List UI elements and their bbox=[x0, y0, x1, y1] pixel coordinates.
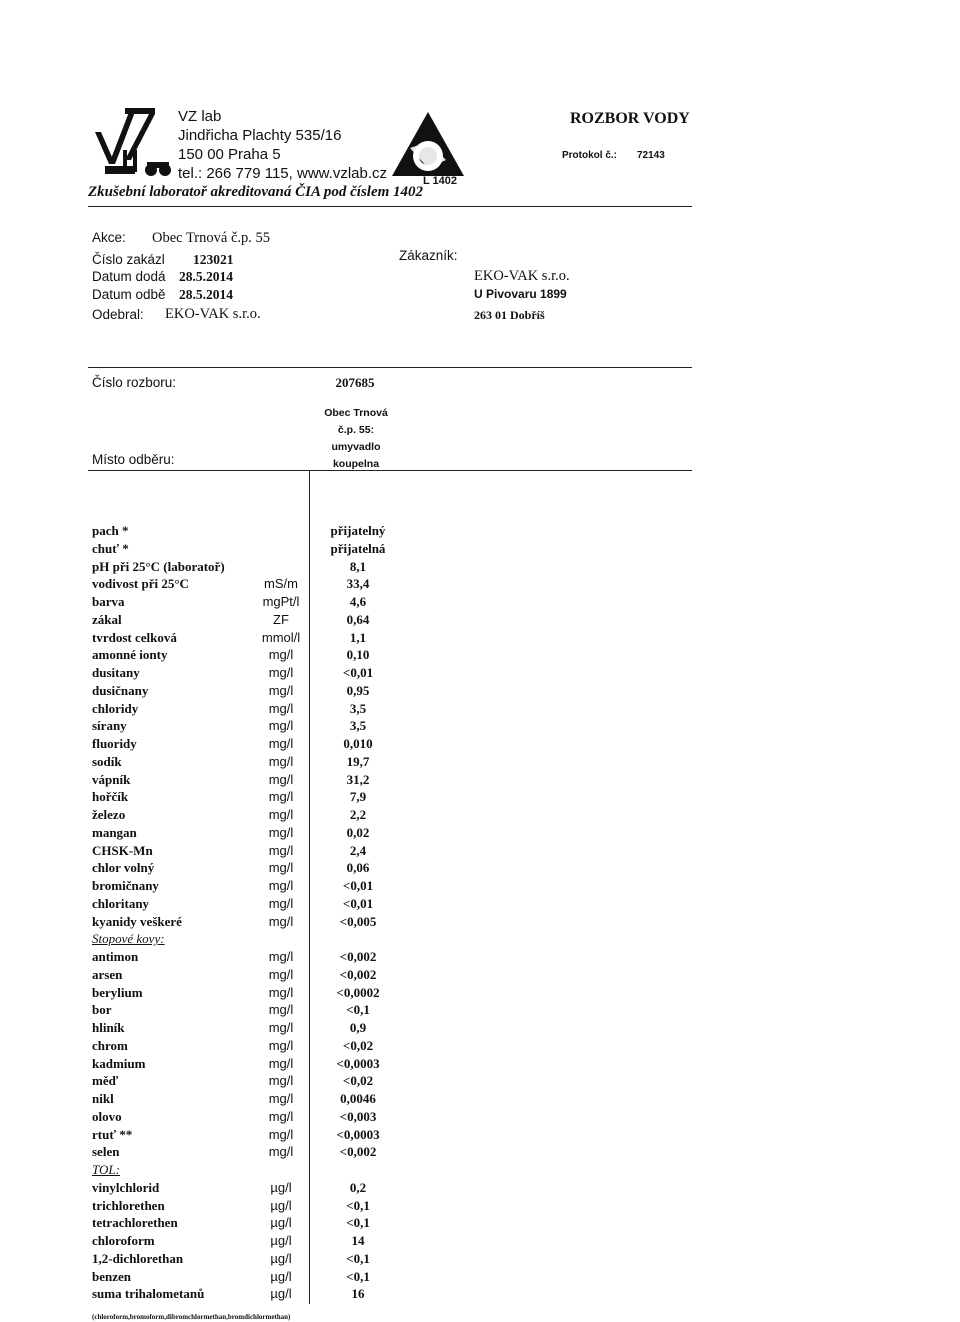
lab-street: Jindřicha Plachty 535/16 bbox=[178, 127, 342, 144]
sampling-site-line: umyvadlo bbox=[331, 441, 381, 453]
result-parameter: suma trihalometanů bbox=[92, 1286, 205, 1301]
result-parameter: amonné ionty bbox=[92, 647, 168, 662]
result-value: <0,002 bbox=[339, 967, 377, 982]
protocol-number: 72143 bbox=[637, 150, 665, 161]
result-parameter: měď bbox=[92, 1073, 119, 1088]
result-parameter: tetrachlorethen bbox=[92, 1215, 178, 1230]
result-value: přijatelný bbox=[330, 523, 386, 538]
result-value: 0,9 bbox=[349, 1020, 367, 1035]
result-unit: mg/l bbox=[268, 1056, 294, 1071]
result-unit: mg/l bbox=[268, 718, 294, 733]
result-parameter: chloridy bbox=[92, 701, 139, 716]
action-label: Akce: bbox=[92, 230, 126, 245]
result-unit: mg/l bbox=[268, 789, 294, 804]
result-value: <0,1 bbox=[346, 1002, 370, 1017]
result-parameter: chloroform bbox=[92, 1233, 155, 1248]
result-value: <0,1 bbox=[346, 1251, 370, 1266]
result-parameter: hořčík bbox=[92, 789, 129, 804]
result-unit: mg/l bbox=[268, 1073, 294, 1088]
result-parameter: vinylchlorid bbox=[92, 1180, 160, 1195]
result-unit: mg/l bbox=[268, 1127, 294, 1142]
result-value: 33,4 bbox=[346, 576, 370, 591]
customer-city: 263 01 Dobříš bbox=[474, 308, 545, 322]
result-unit: mg/l bbox=[268, 1020, 294, 1035]
result-parameter: antimon bbox=[92, 949, 139, 964]
result-value: 0,64 bbox=[346, 612, 370, 627]
result-parameter: chloritany bbox=[92, 896, 150, 911]
lab-city: 150 00 Praha 5 bbox=[178, 146, 281, 163]
result-value: 0,0046 bbox=[340, 1091, 376, 1106]
result-unit: mg/l bbox=[268, 1144, 294, 1159]
result-unit: mg/l bbox=[268, 967, 294, 982]
result-unit: mg/l bbox=[268, 1091, 294, 1106]
result-value: 3,5 bbox=[349, 718, 367, 733]
result-parameter: chlor volný bbox=[92, 860, 155, 875]
result-unit: µg/l bbox=[270, 1180, 292, 1195]
result-parameter: 1,2-dichlorethan bbox=[92, 1251, 184, 1266]
result-value: 1,1 bbox=[349, 630, 367, 645]
result-value: <0,002 bbox=[339, 949, 377, 964]
result-parameter: benzen bbox=[92, 1269, 131, 1284]
delivery-date-value: 28.5.2014 bbox=[179, 269, 233, 284]
action-value: Obec Trnová č.p. 55 bbox=[152, 230, 271, 246]
result-unit: mgPt/l bbox=[262, 594, 300, 609]
result-parameter: barva bbox=[92, 594, 125, 609]
result-parameter: mangan bbox=[92, 825, 137, 840]
result-value: 19,7 bbox=[346, 754, 370, 769]
result-unit: mg/l bbox=[268, 683, 294, 698]
result-value: 0,95 bbox=[346, 683, 370, 698]
result-parameter: sodík bbox=[92, 754, 122, 769]
result-value: <0,1 bbox=[346, 1269, 370, 1284]
result-value: 4,6 bbox=[349, 594, 367, 609]
result-unit: µg/l bbox=[270, 1251, 292, 1266]
result-unit: mmol/l bbox=[261, 630, 301, 645]
result-value: <0,02 bbox=[342, 1038, 374, 1053]
result-parameter: berylium bbox=[92, 985, 143, 1000]
result-value: 0,010 bbox=[343, 736, 373, 751]
result-parameter: pach * bbox=[92, 523, 129, 538]
result-unit: mg/l bbox=[268, 701, 294, 716]
result-value: 0,10 bbox=[346, 647, 370, 662]
result-unit: mg/l bbox=[268, 825, 294, 840]
result-parameter: kadmium bbox=[92, 1056, 146, 1071]
result-parameter: chrom bbox=[92, 1038, 128, 1053]
result-unit: mg/l bbox=[268, 754, 294, 769]
result-unit: µg/l bbox=[270, 1286, 292, 1301]
result-unit: mg/l bbox=[268, 1038, 294, 1053]
result-parameter: chuť * bbox=[92, 541, 129, 556]
result-parameter: olovo bbox=[92, 1109, 122, 1124]
result-parameter: fluoridy bbox=[92, 736, 137, 751]
sampling-site-line: č.p. 55: bbox=[337, 424, 375, 436]
result-unit: mg/l bbox=[268, 860, 294, 875]
result-unit: mg/l bbox=[268, 736, 294, 751]
result-unit: mg/l bbox=[268, 878, 294, 893]
result-parameter: CHSK-Mn bbox=[92, 843, 153, 858]
result-parameter: železo bbox=[92, 807, 126, 822]
result-value: 16 bbox=[351, 1286, 365, 1301]
result-value: 0,02 bbox=[346, 825, 370, 840]
sampling-date-label: Datum odbě bbox=[92, 287, 166, 302]
analysis-number-label: Číslo rozboru: bbox=[92, 375, 177, 390]
result-value: <0,0003 bbox=[336, 1127, 380, 1142]
result-value: <0,002 bbox=[339, 1144, 377, 1159]
result-unit: mg/l bbox=[268, 949, 294, 964]
result-parameter: bor bbox=[92, 1002, 112, 1017]
result-parameter: kyanidy veškeré bbox=[92, 914, 182, 929]
result-unit: µg/l bbox=[270, 1269, 292, 1284]
footnote: (chloroform,bromoform,dibromchlormethan,bromdichlormethan) bbox=[92, 1313, 291, 1321]
section-heading: Stopové kovy: bbox=[92, 931, 165, 946]
order-number-label: Číslo zakázl bbox=[92, 252, 165, 267]
result-parameter: selen bbox=[92, 1144, 120, 1159]
cia-accreditation-logo bbox=[388, 110, 468, 186]
result-unit: mg/l bbox=[268, 647, 294, 662]
sampling-site-line: Obec Trnová bbox=[324, 407, 388, 419]
result-parameter: pH při 25°C (laboratoř) bbox=[92, 559, 225, 574]
analysis-number-value: 207685 bbox=[335, 375, 375, 390]
result-value: <0,0002 bbox=[336, 985, 380, 1000]
result-unit: mg/l bbox=[268, 665, 294, 680]
result-value: 14 bbox=[351, 1233, 365, 1248]
result-unit: mg/l bbox=[268, 807, 294, 822]
result-parameter: bromičnany bbox=[92, 878, 159, 893]
result-value: 7,9 bbox=[349, 789, 367, 804]
result-value: 2,2 bbox=[349, 807, 367, 822]
result-unit: mg/l bbox=[268, 896, 294, 911]
result-unit: ZF bbox=[273, 612, 289, 627]
sampling-site-value bbox=[310, 405, 402, 473]
result-value: <0,1 bbox=[346, 1215, 370, 1230]
section-heading: TOL: bbox=[92, 1162, 120, 1177]
sampler-value: EKO-VAK s.r.o. bbox=[165, 306, 261, 322]
result-parameter: vápník bbox=[92, 772, 131, 787]
sampler-label: Odebral: bbox=[92, 307, 144, 322]
result-unit: mg/l bbox=[268, 843, 294, 858]
result-parameter: hliník bbox=[92, 1020, 125, 1035]
result-value: 8,1 bbox=[349, 559, 367, 574]
sampling-site-label: Místo odběru: bbox=[92, 452, 175, 467]
result-parameter: dusičnany bbox=[92, 683, 149, 698]
protocol-label: Protokol č.: bbox=[562, 150, 618, 161]
result-unit: mg/l bbox=[268, 1109, 294, 1124]
result-value: 3,5 bbox=[349, 701, 367, 716]
result-unit: mg/l bbox=[268, 914, 294, 929]
result-value: 2,4 bbox=[349, 843, 367, 858]
result-value: <0,02 bbox=[342, 1073, 374, 1088]
customer-street: U Pivovaru 1899 bbox=[474, 287, 567, 301]
result-unit: µg/l bbox=[270, 1233, 292, 1248]
vz-lab-logo bbox=[93, 104, 178, 186]
analysis-top-divider bbox=[88, 367, 692, 368]
result-unit: mg/l bbox=[268, 985, 294, 1000]
result-parameter: vodivost při 25°C bbox=[92, 576, 189, 591]
result-value: přijatelná bbox=[330, 541, 386, 556]
result-parameter: sírany bbox=[92, 718, 127, 733]
delivery-date-label: Datum dodá bbox=[92, 269, 166, 284]
result-parameter: nikl bbox=[92, 1091, 114, 1106]
result-value: <0,005 bbox=[339, 914, 377, 929]
result-unit: µg/l bbox=[270, 1198, 292, 1213]
lab-contact: tel.: 266 779 115, www.vzlab.cz bbox=[178, 165, 388, 182]
customer-name: EKO-VAK s.r.o. bbox=[474, 268, 570, 284]
cia-logo-label: L 1402 bbox=[422, 175, 458, 186]
result-unit: µg/l bbox=[270, 1215, 292, 1230]
result-value: <0,01 bbox=[342, 665, 374, 680]
result-parameter: zákal bbox=[92, 612, 122, 627]
order-number-value: 123021 bbox=[193, 252, 234, 267]
result-parameter: dusitany bbox=[92, 665, 140, 680]
accreditation-text: Zkušební laboratoř akreditovaná ČIA pod číslem 1402 bbox=[88, 184, 424, 200]
result-value: 0,06 bbox=[346, 860, 370, 875]
sampling-site-line: koupelna bbox=[332, 458, 380, 470]
result-unit: mS/m bbox=[264, 576, 298, 591]
sampling-date-value: 28.5.2014 bbox=[179, 287, 233, 302]
result-value: <0,0003 bbox=[336, 1056, 380, 1071]
result-value: 0,2 bbox=[349, 1180, 367, 1195]
result-parameter: trichlorethen bbox=[92, 1198, 165, 1213]
analysis-header-divider bbox=[88, 470, 692, 471]
result-value: 31,2 bbox=[346, 772, 370, 787]
result-unit: mg/l bbox=[268, 1002, 294, 1017]
result-value: <0,1 bbox=[346, 1198, 370, 1213]
header-divider bbox=[88, 206, 692, 207]
customer-label: Zákazník: bbox=[399, 248, 458, 263]
result-parameter: tvrdost celková bbox=[92, 630, 177, 645]
result-value: <0,003 bbox=[339, 1109, 377, 1124]
result-parameter: arsen bbox=[92, 967, 123, 982]
result-value: <0,01 bbox=[342, 878, 374, 893]
lab-name: VZ lab bbox=[178, 108, 222, 125]
result-parameter: rtuť ** bbox=[92, 1127, 133, 1142]
result-value: <0,01 bbox=[342, 896, 374, 911]
result-unit: mg/l bbox=[268, 772, 294, 787]
report-title: ROZBOR VODY bbox=[570, 110, 690, 127]
